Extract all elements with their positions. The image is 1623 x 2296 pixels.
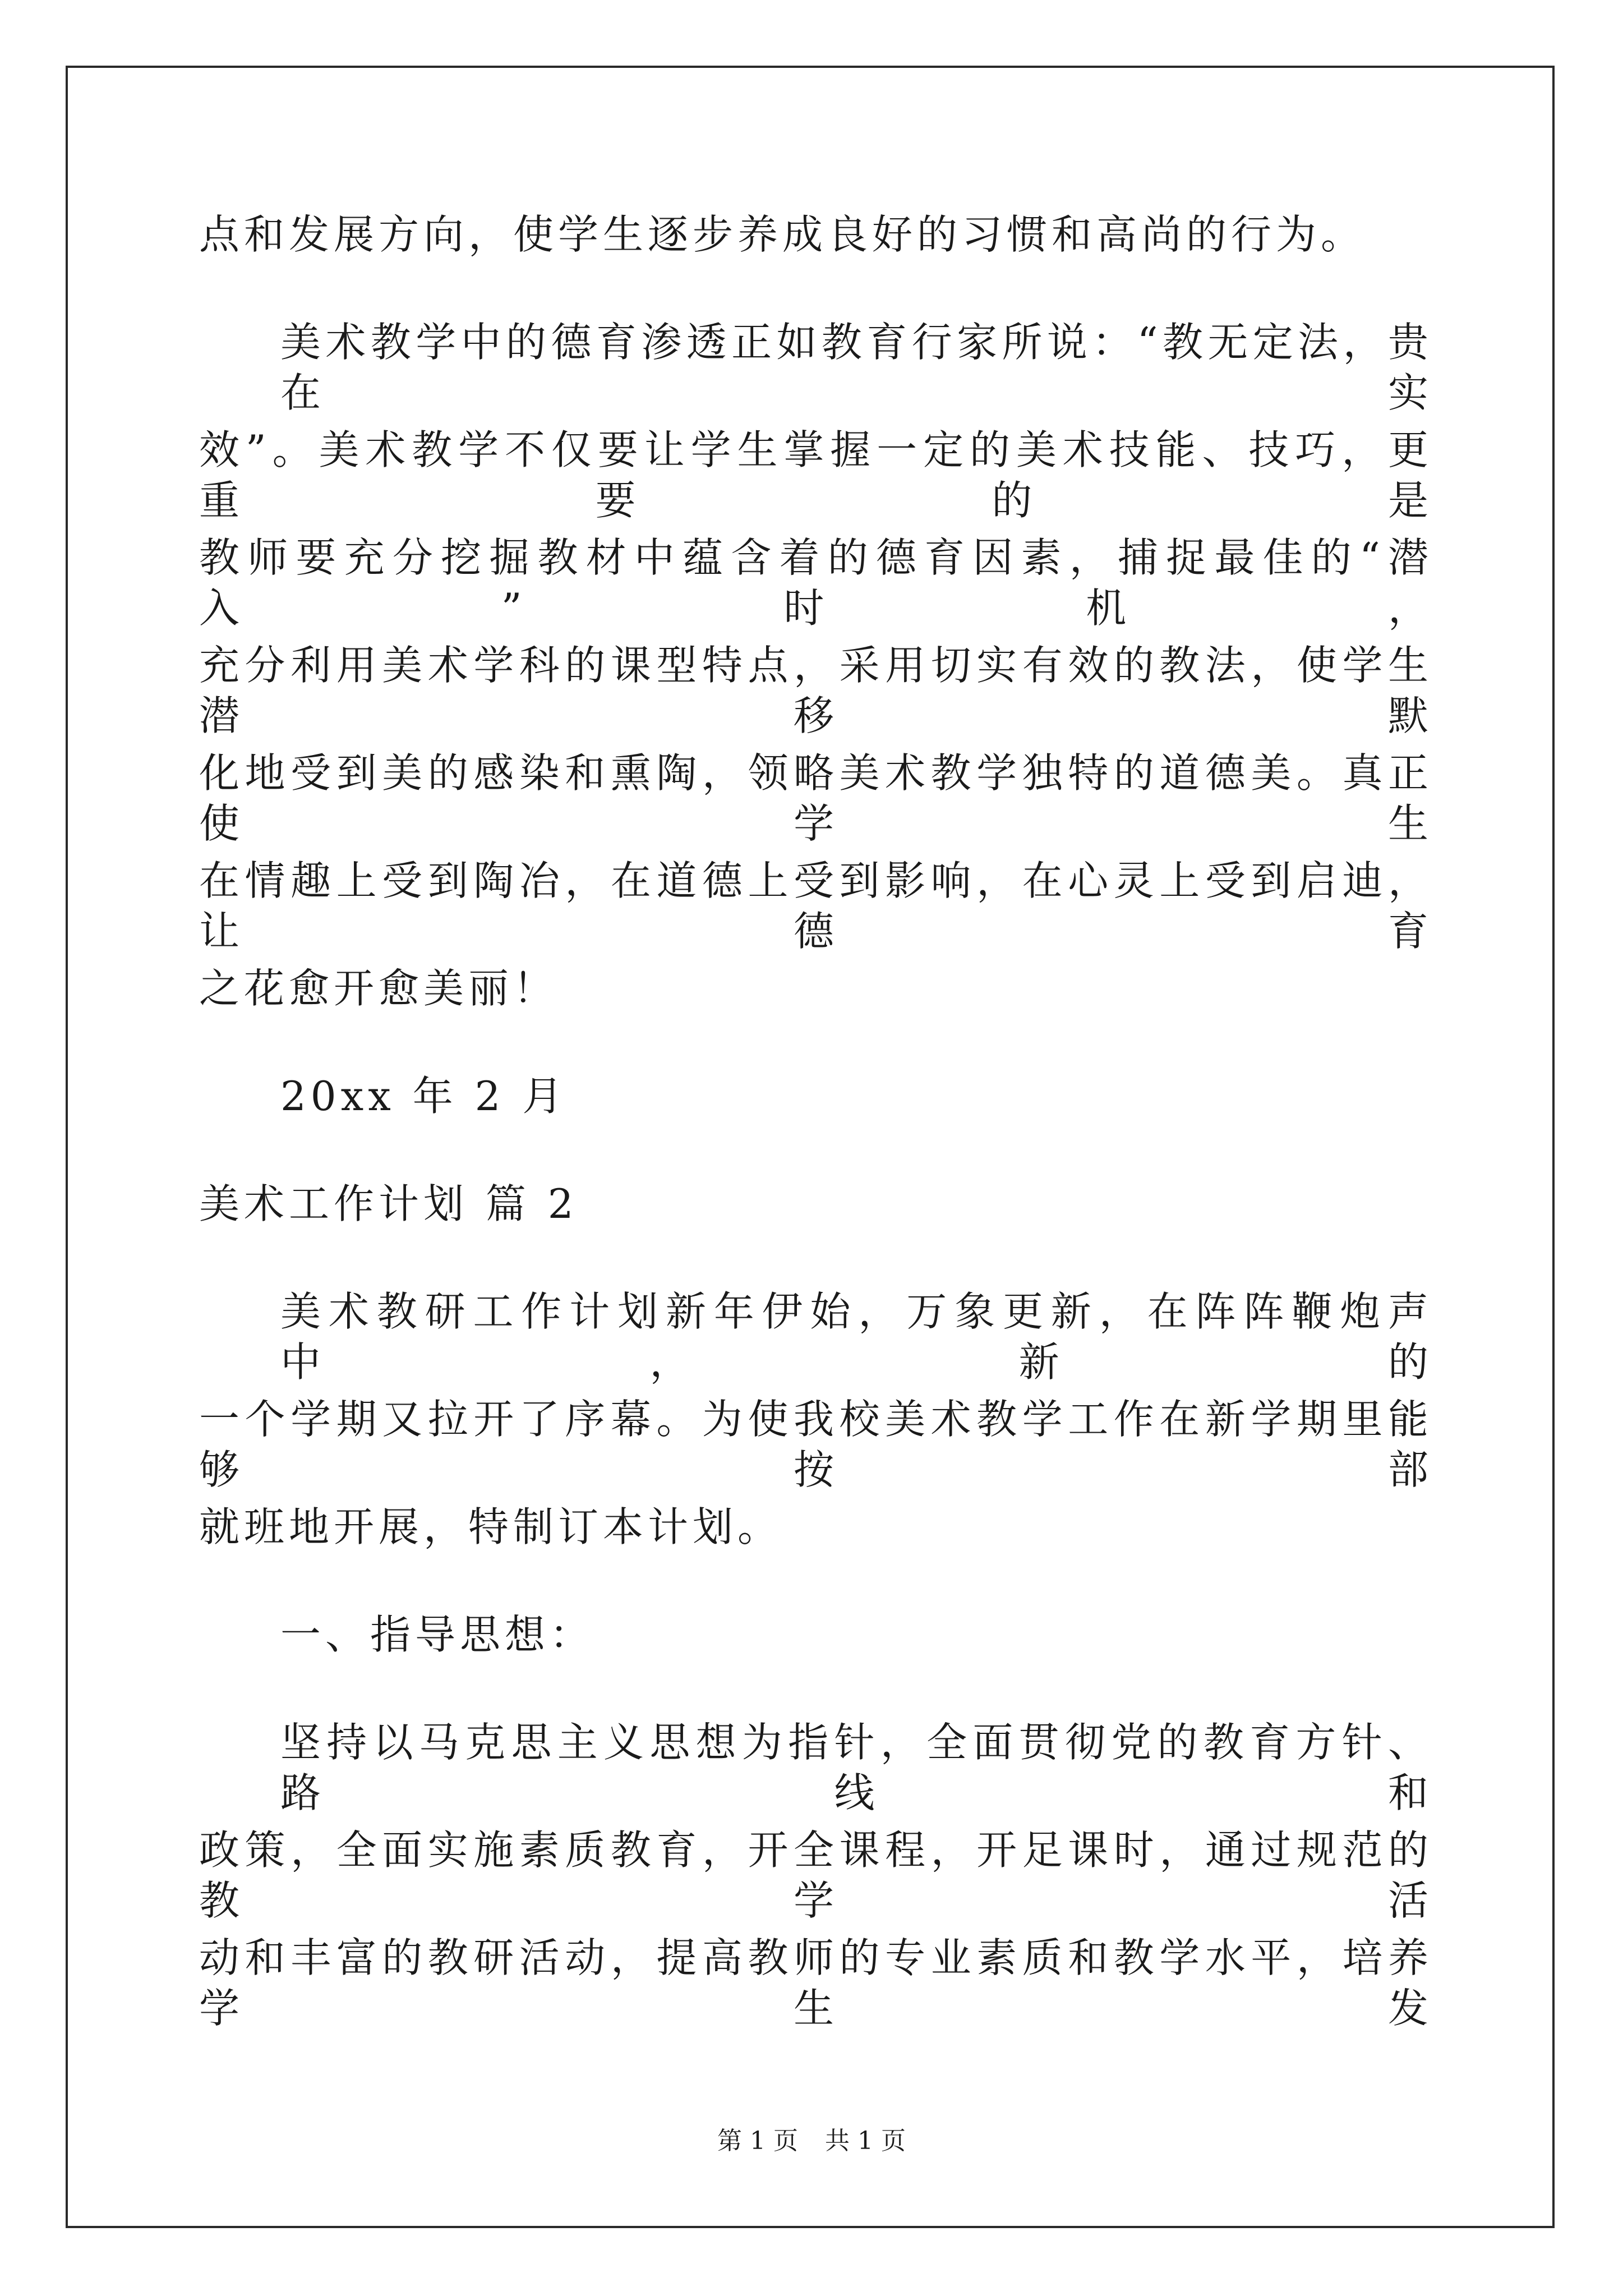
text-line: 充分利用美术学科的课型特点，采用切实有效的教法，使学生潜移默 — [199, 642, 1433, 739]
text-line: 化地受到美的感染和熏陶，领略美术教学独特的道德美。真正使学生 — [199, 749, 1433, 847]
text-line: 教师要充分挖掘教材中蕴含着的德育因素，捕捉最佳的“潜入”时机， — [199, 534, 1433, 632]
text-line: 在情趣上受到陶冶，在道德上受到影响，在心灵上受到启迪，让德育 — [199, 857, 1433, 955]
date-line: 20xx 年 2 月 — [280, 1073, 568, 1120]
paragraph-start-line: 美术教研工作计划新年伊始，万象更新，在阵阵鞭炮声中，新的 — [280, 1288, 1433, 1386]
text-line: 动和丰富的教研活动，提高教师的专业素质和教学水平，培养学生发 — [199, 1934, 1433, 2032]
page-footer — [0, 2125, 1623, 2157]
text-line: 一个学期又拉开了序幕。为使我校美术教学工作在新学期里能够按部 — [199, 1396, 1433, 1493]
paragraph-start-line: 坚持以马克思主义思想为指针，全面贯彻党的教育方针、路线和 — [280, 1719, 1433, 1816]
section-heading: 美术工作计划 篇 2 — [199, 1180, 578, 1227]
text-line: 之花愈开愈美丽！ — [199, 965, 559, 1012]
text-line: 政策，全面实施素质教育，开全课程，开足课时，通过规范的教学活 — [199, 1826, 1433, 1924]
text-line: 点和发展方向，使学生逐步养成良好的习惯和高尚的行为。 — [199, 211, 1366, 258]
page-total: 共 1 页 — [825, 2127, 906, 2155]
text-line: 就班地开展，特制订本计划。 — [199, 1503, 783, 1550]
paragraph-start-line: 美术教学中的德育渗透正如教育行家所说：“教无定法，贵在实 — [280, 319, 1433, 416]
text-line: 效”。美术教学不仅要让学生掌握一定的美术技能、技巧，更重要的是 — [199, 426, 1433, 524]
page-number: 第 1 页 — [717, 2127, 798, 2155]
subheading-line: 一、指导思想： — [280, 1611, 595, 1658]
